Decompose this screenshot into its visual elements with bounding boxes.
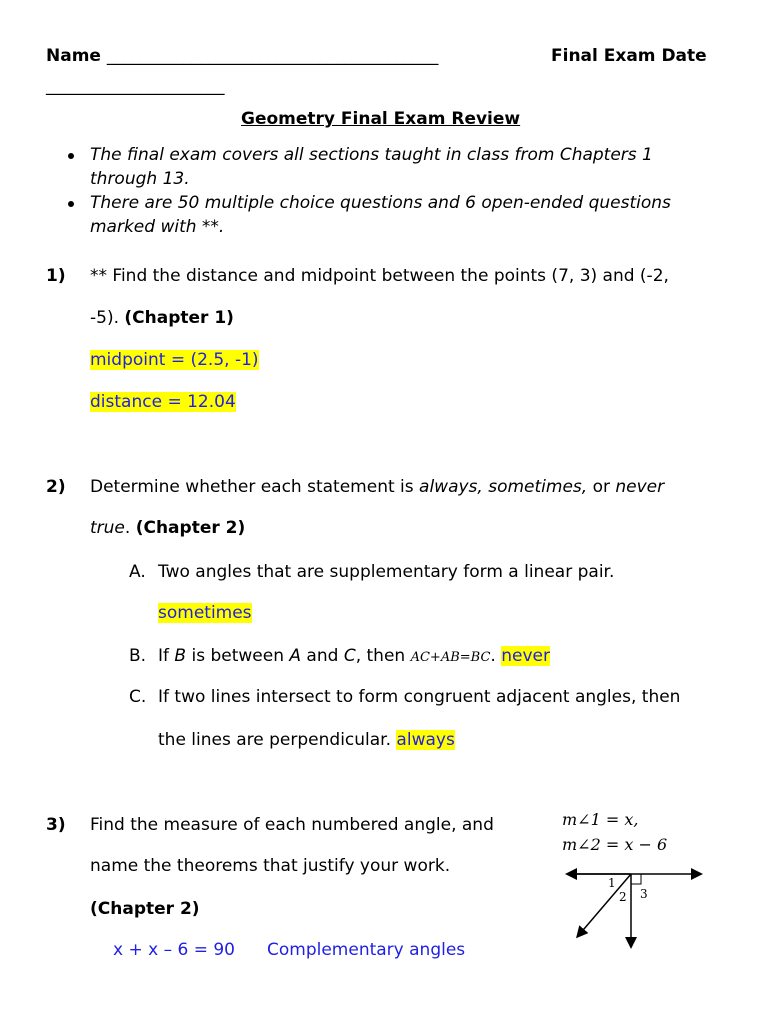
q2-b-dot: . [490, 646, 502, 666]
q2-b-then: , then [355, 646, 411, 666]
bullet-1-line-2: through 13. [90, 169, 190, 189]
q1-distance-answer: distance = 12.04 [90, 392, 236, 412]
q2-line-2 [90, 518, 245, 538]
q3-number: 3) [46, 815, 66, 835]
q3-given-1-text: m∠1 = x, [562, 810, 639, 829]
name-row [46, 46, 438, 66]
q1-chapter: (Chapter 1) [124, 308, 234, 328]
bullet-icon [68, 201, 74, 207]
q1-midpoint-answer: midpoint = (2.5, -1) [90, 350, 259, 370]
q2-b-if: If [158, 646, 175, 666]
q2-a-answer: sometimes [158, 603, 252, 623]
q2-line-1 [90, 477, 664, 497]
q2-line-1-or: or [587, 477, 616, 497]
q1-answer-distance [90, 392, 236, 412]
q2-line-1-text: Determine whether each statement is [90, 477, 420, 497]
q3-line-2: name the theorems that justify your work. [90, 856, 451, 876]
q3-given-2-text: m∠2 = x − 6 [562, 835, 668, 854]
q2-c-answer: always [396, 730, 455, 750]
q3-line-1: Find the measure of each numbered angle, and [90, 815, 494, 835]
bullet-2-line-1: There are 50 multiple choice questions and 6 open-ended questions [90, 193, 671, 213]
q1-line-2-text: -5). [90, 308, 125, 328]
oblique-ray [578, 874, 631, 936]
angle-1-label: 1 [608, 876, 616, 890]
q2-a-text: Two angles that are supplementary form a linear pair. [158, 562, 615, 582]
q2-b-var-a: A [289, 646, 302, 666]
q2-b-answer: never [501, 646, 550, 666]
q3-answer-reason: Complementary angles [267, 940, 466, 960]
angle-3-label: 3 [640, 887, 648, 901]
q2-b-text [158, 646, 550, 666]
q2-b-var-b: B [174, 646, 187, 666]
q2-b-and: and [301, 646, 344, 666]
q2-b-label: B. [129, 646, 147, 666]
right-angle-marker [631, 874, 641, 884]
q2-b-formula: AC+AB=BC [410, 650, 491, 665]
name-blank[interactable]: _______________________________________ [106, 46, 439, 66]
q1-answer-midpoint [90, 350, 259, 370]
q2-b-var-c: C [343, 646, 356, 666]
q2-c-line-2 [158, 730, 455, 750]
q2-chapter: (Chapter 2) [135, 518, 246, 538]
final-exam-date-label: Final Exam Date [551, 46, 707, 66]
q2-c-label: C. [129, 687, 147, 707]
q2-line-2-dot: . [124, 518, 136, 538]
q2-line-1-never: never [615, 477, 665, 497]
q1-line-2 [90, 308, 234, 328]
q3-angle-figure [560, 860, 710, 955]
q3-given-1 [562, 810, 638, 830]
q2-a-answer-row [158, 603, 252, 623]
q2-line-1-italic: always, sometimes, [419, 477, 588, 497]
q1-line-1: ** Find the distance and midpoint between the points (7, 3) and (-2, [90, 266, 669, 286]
q3-answer-equation: x + x – 6 = 90 [113, 940, 235, 960]
q2-c-line-1: If two lines intersect to form congruent adjacent angles, then [158, 687, 681, 707]
q3-chapter: (Chapter 2) [90, 899, 200, 919]
bullet-1-line-1: The final exam covers all sections taught in class from Chapters 1 [90, 145, 653, 165]
q2-c-line-2-text: the lines are perpendicular. [158, 730, 397, 750]
bullet-2-line-2: marked with **. [90, 217, 225, 237]
q2-number: 2) [46, 477, 66, 497]
q2-a-label: A. [129, 562, 146, 582]
name-label: Name [46, 46, 101, 66]
date-blank[interactable]: _____________________ [46, 76, 225, 96]
q2-line-2-true: true [90, 518, 125, 538]
page-title: Geometry Final Exam Review [241, 109, 521, 129]
q1-number: 1) [46, 266, 66, 286]
q2-b-between: is between [186, 646, 290, 666]
q3-given-2 [562, 835, 667, 855]
angle-2-label: 2 [619, 890, 627, 904]
bullet-icon [68, 153, 74, 159]
